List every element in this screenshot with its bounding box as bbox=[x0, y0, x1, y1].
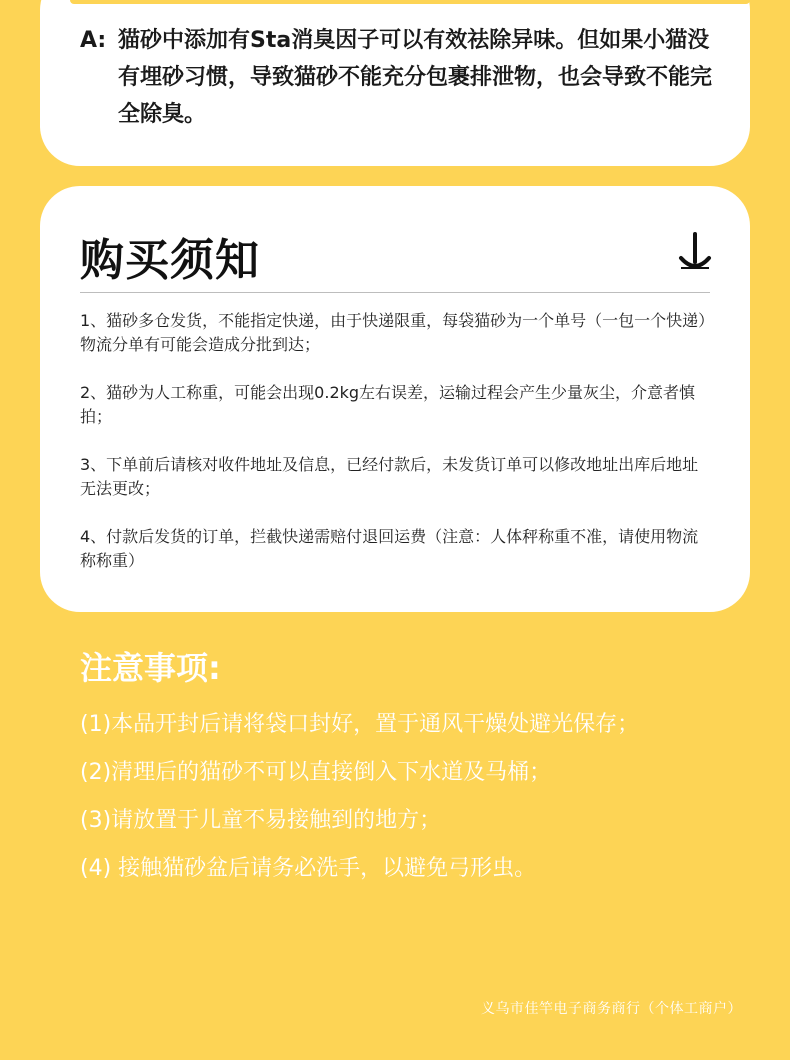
caution-item: (4) 接触猫砂盆后请务必洗手，以避免弓形虫。 bbox=[80, 856, 537, 881]
company-footer: 义乌市佳竿电子商务商行（个体工商户） bbox=[481, 1001, 742, 1017]
notice-item: 1、猫砂多仓发货，不能指定快递，由于快递限重，每袋猫砂为一个单号（一包一个快递）物流分单有可能会造成分批到达； bbox=[80, 311, 707, 354]
qa-card bbox=[40, 0, 750, 166]
notice-item: 3、下单前后请核对收件地址及信息，已经付款后，未发货订单可以修改地址出库后地址无法更改； bbox=[80, 455, 699, 498]
notice-item: 4、付款后发货的订单，拦截快递需赔付退回运费（注意：人体秤称重不准，请使用物流称称重） bbox=[80, 527, 699, 570]
caution-item: (1)本品开封后请将袋口封好，置于通风干燥处避光保存； bbox=[80, 712, 640, 737]
notice-title: 购买须知 bbox=[80, 235, 260, 286]
cautions-section bbox=[80, 646, 720, 902]
answer-text: 猫砂中添加有Sta消臭因子可以有效祛除异味。但如果小猫没有埋砂习惯，导致猫砂不能充分包裹排泄物，也会导致不能完全除臭。 bbox=[118, 28, 713, 127]
caution-item: (2)清理后的猫砂不可以直接倒入下水道及马桶； bbox=[80, 760, 552, 785]
notice-list bbox=[80, 309, 710, 597]
qa-answer bbox=[80, 22, 720, 133]
top-strip bbox=[70, 0, 750, 4]
notice-item: 2、猫砂为人工称重，可能会出现0.2kg左右误差，运输过程会产生少量灰尘，介意者慎拍； bbox=[80, 383, 696, 426]
purchase-notice-card bbox=[40, 186, 750, 612]
answer-prefix: A: bbox=[80, 28, 107, 53]
divider bbox=[80, 292, 710, 293]
down-arrow-icon bbox=[678, 232, 712, 274]
caution-item: (3)请放置于儿童不易接触到的地方； bbox=[80, 808, 442, 833]
cautions-title: 注意事项: bbox=[80, 649, 221, 687]
